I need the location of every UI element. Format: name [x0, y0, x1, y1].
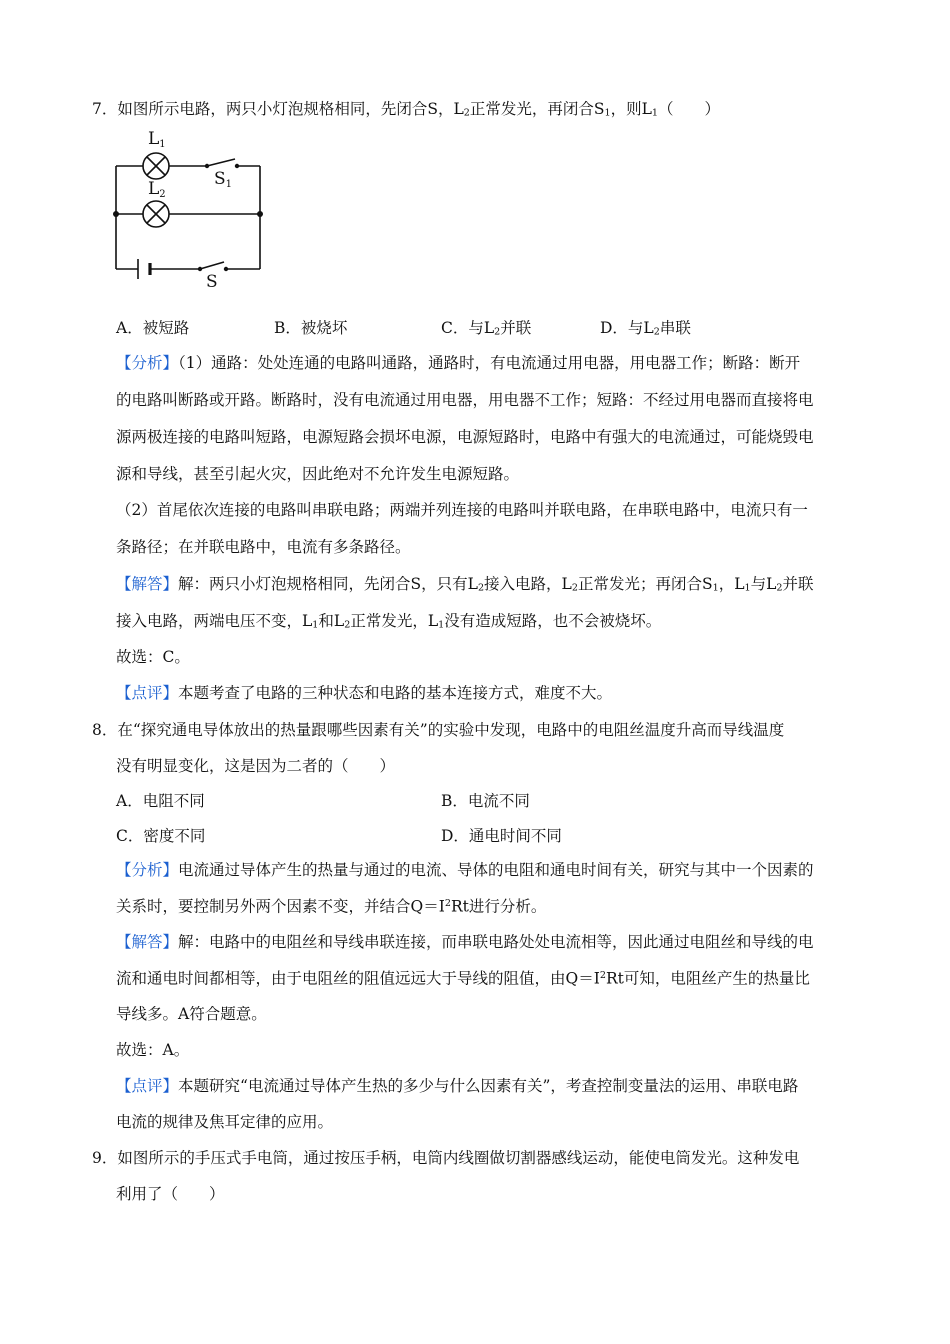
answer-tag: 【解答】 — [116, 933, 179, 951]
q7-option-b: B．被烧坏 — [274, 319, 348, 337]
q8-option-a: A．电阻不同 — [116, 792, 205, 810]
comment-tag: 【点评】 — [116, 684, 179, 702]
q9-stem-line2: 利用了（ ） — [116, 1185, 225, 1203]
q7-stem: 7．如图所示电路，两只小灯泡规格相同，先闭合S，$L_2$正常发光，再闭合$S_1$，则$L_1$（ ） — [92, 100, 721, 119]
q8-answer-line1: 【解答】解：电路中的电阻丝和导线串联连接，而串联电路处处电流相等，因此通过电阻丝和导线的电 — [116, 933, 814, 951]
lamp-l2-icon — [143, 201, 169, 227]
answer-tag: 【解答】 — [116, 575, 179, 593]
q7-answer-line2: 接入电路，两端电压不变，$L_1$和$L_2$正常发光，$L_1$没有造成短路，也不会被烧坏。 — [116, 612, 662, 631]
label-l2: L2 — [148, 179, 166, 200]
q8-comment-line1: 【点评】本题研究“电流通过导体产生热的多少与什么因素有关”，考查控制变量法的运用、串联电路 — [116, 1077, 799, 1095]
q7-option-d: D．与$L_2$串联 — [600, 319, 691, 338]
analysis-tag: 【分析】 — [116, 354, 179, 372]
circuit-diagram — [104, 124, 274, 294]
analysis-tag: 【分析】 — [116, 861, 179, 879]
comment-tag: 【点评】 — [116, 1077, 179, 1095]
q7-analysis-line5: （2）首尾依次连接的电路叫串联电路；两端并列连接的电路叫并联电路，在串联电路中，电流只有一 — [116, 501, 808, 519]
q7-answer-line1: 【解答】解：两只小灯泡规格相同，先闭合S，只有$L_2$接入电路，$L_2$正常发光；再闭合$S_1$，$L_1$与$L_2$并联 — [116, 575, 814, 594]
q8-option-b: B．电流不同 — [441, 792, 530, 810]
q7-comment: 【点评】本题考查了电路的三种状态和电路的基本连接方式，难度不大。 — [116, 684, 613, 702]
q8-stem-line1: 8．在“探究通电导体放出的热量跟哪些因素有关”的实验中发现，电路中的电阻丝温度升高而导线温度 — [92, 721, 785, 739]
label-s1: S1 — [214, 169, 233, 190]
q8-comment-line2: 电流的规律及焦耳定律的应用。 — [116, 1113, 334, 1131]
q7-choice: 故选：C。 — [116, 648, 190, 666]
q9-stem-line1: 9．如图所示的手压式手电筒，通过按压手柄，电筒内线圈做切割器感线运动，能使电筒发光。这种发电 — [92, 1149, 800, 1167]
junction-left — [113, 211, 119, 217]
junction-right — [257, 211, 263, 217]
q7-analysis-line1: 【分析】（1）通路：处处连通的电路叫通路，通路时，有电流通过用电器，用电器工作；断路：断开 — [116, 354, 801, 372]
q7-option-c: C．与$L_2$并联 — [441, 319, 532, 338]
q8-stem-line2: 没有明显变化，这是因为二者的（ ） — [116, 757, 396, 775]
q7-analysis-line2: 的电路叫断路或开路。断路时，没有电流通过用电器，用电器不工作；短路：不经过用电器而直接将电 — [116, 391, 814, 409]
q7-analysis-line6: 条路径；在并联电路中，电流有多条路径。 — [116, 538, 411, 556]
q8-answer-line2: 流和通电时间都相等，由于电阻丝的阻值远远大于导线的阻值，由$Q=I^2Rt$可知，电阻丝产生的热量比 — [116, 969, 810, 988]
q7-option-a: A．被短路 — [116, 319, 190, 337]
q7-analysis-line3: 源两极连接的电路叫短路，电源短路会损坏电源，电源短路时，电路中有强大的电流通过，可能烧毁电 — [116, 428, 814, 446]
q8-option-c: C．密度不同 — [116, 827, 206, 845]
label-s: S — [206, 272, 218, 292]
q8-option-d: D．通电时间不同 — [441, 827, 562, 845]
battery-icon — [138, 259, 150, 279]
q8-analysis-line1: 【分析】电流通过导体产生的热量与通过的电流、导体的电阻和通电时间有关，研究与其中一个因素的 — [116, 861, 814, 879]
lamp-l1-icon — [143, 153, 169, 179]
q8-analysis-line2: 关系时，要控制另外两个因素不变，并结合$Q=I^2Rt$进行分析。 — [116, 897, 547, 916]
q8-choice: 故选：A。 — [116, 1041, 190, 1059]
q8-answer-line3: 导线多。A符合题意。 — [116, 1005, 267, 1023]
q7-analysis-line4: 源和导线，甚至引起火灾，因此绝对不允许发生电源短路。 — [116, 465, 520, 483]
label-l1: L1 — [148, 129, 166, 150]
